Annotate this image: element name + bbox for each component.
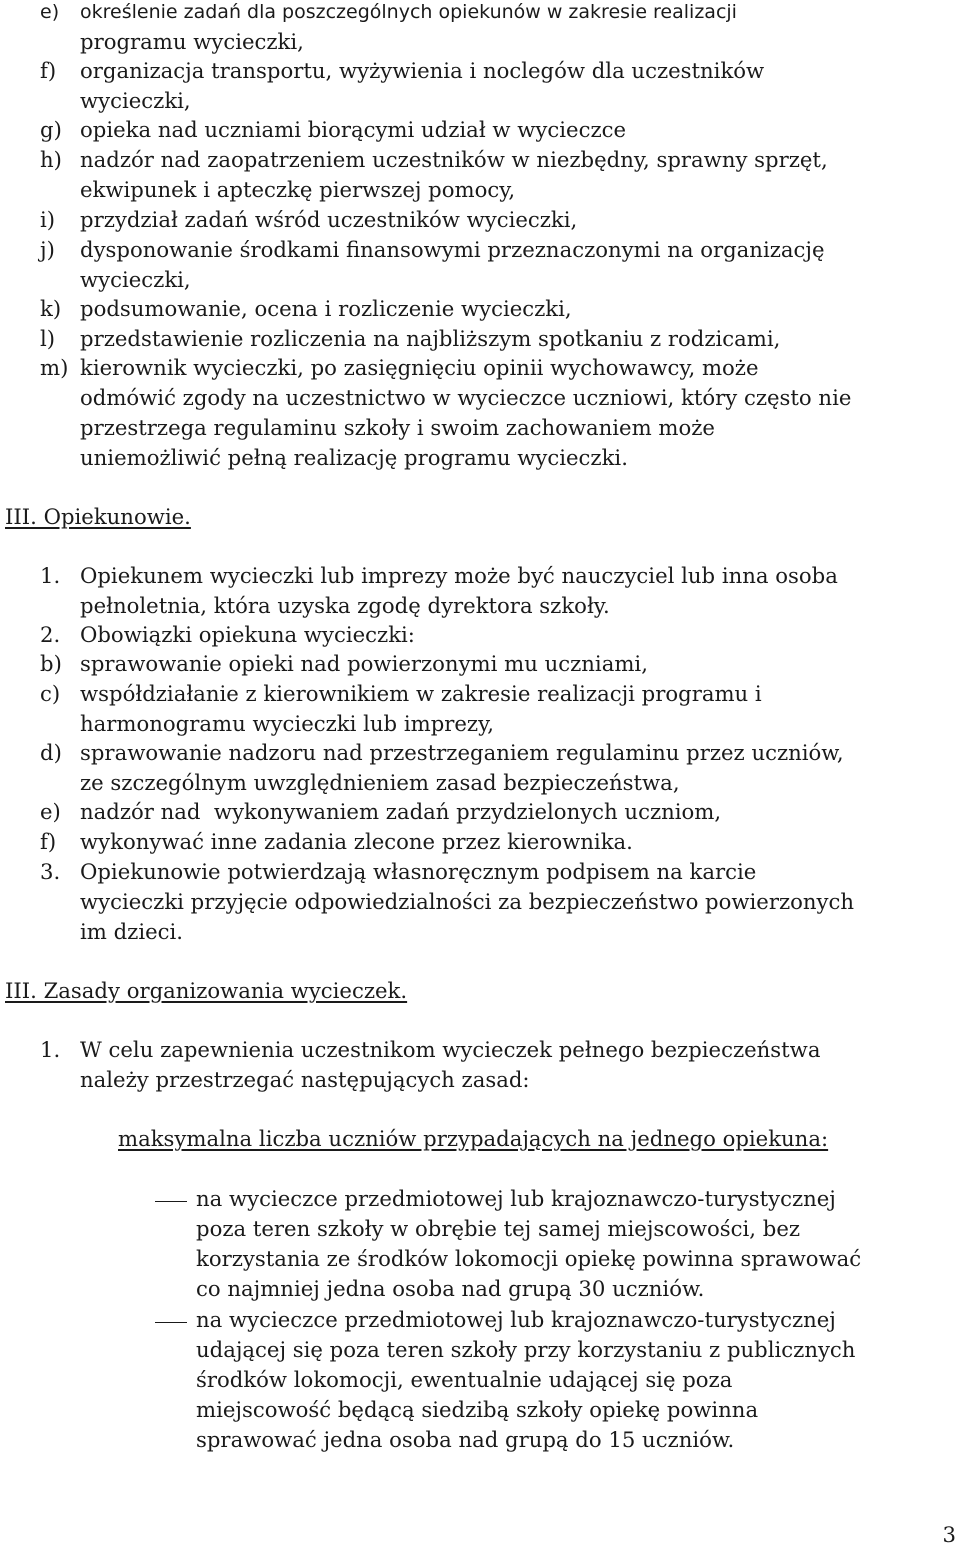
list-label: k) bbox=[40, 296, 62, 321]
list-text: sprawowanie nadzoru nad przestrzeganiem regulaminu przez uczniów, ze szczególnym uwzględnieniem zasad bezpieczeństwa, bbox=[80, 740, 844, 795]
list-text: przydział zadań wśród uczestników wycieczki, bbox=[80, 207, 578, 232]
list-label: e) bbox=[40, 799, 61, 824]
list-text: współdziałanie z kierownikiem w zakresie realizacji programu i harmonogramu wycieczki lub imprezy, bbox=[80, 681, 762, 736]
list-text: nadzór nad wykonywaniem zadań przydzielonych uczniom, bbox=[80, 799, 722, 824]
list-label: h) bbox=[40, 147, 62, 172]
list-text: sprawowanie opieki nad powierzonymi mu uczniami, bbox=[80, 651, 648, 676]
subheading-max-students: maksymalna liczba uczniów przypadających na jednego opiekuna: bbox=[118, 1126, 829, 1151]
dash-bullet bbox=[155, 1201, 187, 1202]
list-label: 1. bbox=[40, 1037, 61, 1062]
list-label: m) bbox=[40, 355, 69, 380]
section-heading-zasady: III. Zasady organizowania wycieczek. bbox=[5, 978, 408, 1003]
list-label: l) bbox=[40, 326, 56, 351]
list-text: kierownik wycieczki, po zasięgnięciu opinii wychowawcy, może odmówić zgody na uczestnictwo w wycieczce uczniowi, który często nie przestrzega regulaminu szkoły i swoim zachowaniem może uniemożliwić pełną realizację programu wycieczki. bbox=[80, 355, 852, 470]
list-label: f) bbox=[40, 829, 57, 854]
page-number: 3 bbox=[942, 1522, 956, 1547]
list-label: e) bbox=[40, 1, 60, 23]
list-label: j) bbox=[40, 237, 55, 262]
list-text: określenie zadań dla poszczególnych opiekunów w zakresie realizacji programu wycieczki, bbox=[80, 1, 737, 54]
list-label: g) bbox=[40, 117, 62, 142]
dash-list-text: na wycieczce przedmiotowej lub krajoznawczo-turystycznej poza teren szkoły w obrębie tej samej miejscowości, bez korzystania ze środków lokomocji opiekę powinna sprawować co najmniej jedna osoba nad grupą 30 uczniów. bbox=[196, 1186, 862, 1301]
list-text: przedstawienie rozliczenia na najbliższym spotkaniu z rodzicami, bbox=[80, 326, 781, 351]
list-text: nadzór nad zaopatrzeniem uczestników w niezbędny, sprawny sprzęt, ekwipunek i apteczkę pierwszej pomocy, bbox=[80, 147, 828, 202]
list-label: 1. bbox=[40, 563, 61, 588]
list-label: f) bbox=[40, 58, 57, 83]
list-label: i) bbox=[40, 207, 56, 232]
dash-bullet bbox=[155, 1322, 187, 1323]
list-label: b) bbox=[40, 651, 62, 676]
list-text: podsumowanie, ocena i rozliczenie wycieczki, bbox=[80, 296, 572, 321]
list-text: Opiekunem wycieczki lub imprezy może być nauczyciel lub inna osoba pełnoletnia, która uzyska zgodę dyrektora szkoły. bbox=[80, 563, 838, 618]
list-label: c) bbox=[40, 681, 61, 706]
list-text: Obowiązki opiekuna wycieczki: bbox=[80, 622, 415, 647]
list-label: 3. bbox=[40, 859, 61, 884]
dash-list-text: na wycieczce przedmiotowej lub krajoznawczo-turystycznej udającej się poza teren szkoły przy korzystaniu z publicznych środków lokomocji, ewentualnie udającej się poza miejscowość będącą siedzibą szkoły opiekę powinna sprawować jedna osoba nad grupą do 15 uczniów. bbox=[196, 1307, 856, 1452]
list-text: Opiekunowie potwierdzają własnoręcznym podpisem na karcie wycieczki przyjęcie odpowiedzialności za bezpieczeństwo powierzonych im dzieci. bbox=[80, 859, 855, 944]
list-label: 2. bbox=[40, 622, 61, 647]
list-text: opieka nad uczniami biorącymi udział w wycieczce bbox=[80, 117, 627, 142]
section-heading-opiekunowie: III. Opiekunowie. bbox=[5, 504, 191, 529]
list-text: organizacja transportu, wyżywienia i noclegów dla uczestników wycieczki, bbox=[80, 58, 765, 113]
list-text: wykonywać inne zadania zlecone przez kierownika. bbox=[80, 829, 633, 854]
list-text: W celu zapewnienia uczestnikom wycieczek pełnego bezpieczeństwa należy przestrzegać następujących zasad: bbox=[80, 1037, 821, 1092]
list-text: dysponowanie środkami finansowymi przeznaczonymi na organizację wycieczki, bbox=[80, 237, 825, 292]
list-label: d) bbox=[40, 740, 62, 765]
